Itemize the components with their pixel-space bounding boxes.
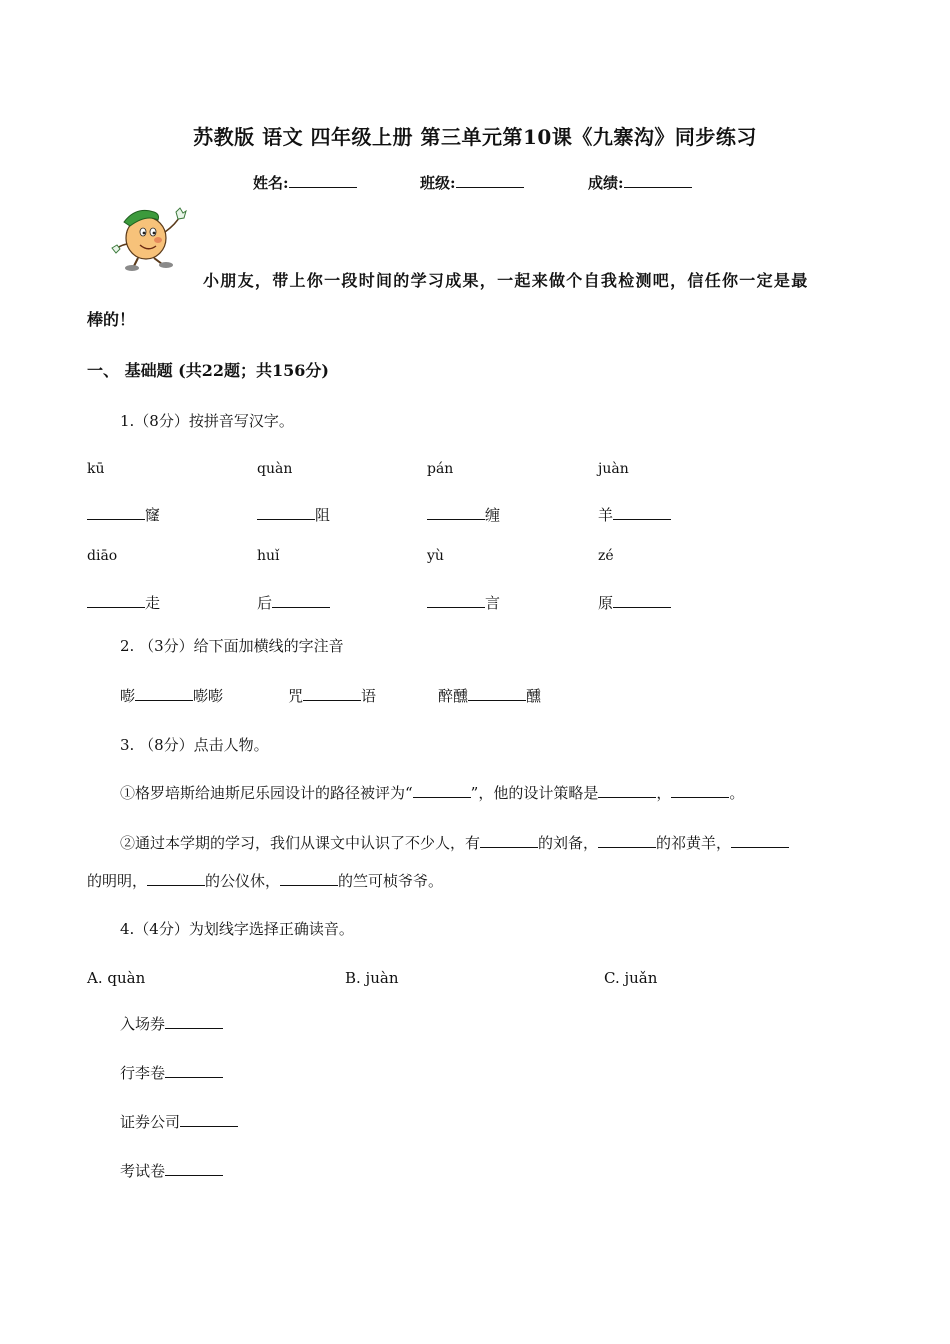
answer-blank[interactable]: [87, 505, 145, 520]
q4-stem: 4.（4分）为划线字选择正确读音。: [120, 920, 354, 938]
answer-blank[interactable]: [427, 593, 485, 608]
q1-word: 窿: [87, 504, 160, 525]
answer-blank[interactable]: [280, 871, 338, 886]
answer-blank[interactable]: [598, 833, 656, 848]
name-field: [253, 172, 357, 193]
section-heading: 一、 基础题 (共22题；共156分): [87, 361, 329, 380]
answer-blank[interactable]: [303, 686, 361, 701]
q1-pinyin: huǐ: [257, 548, 280, 564]
answer-blank[interactable]: [165, 1063, 223, 1078]
answer-blank[interactable]: [480, 833, 538, 848]
q1-pinyin: diāo: [87, 548, 118, 564]
answer-blank[interactable]: [165, 1014, 223, 1029]
score-blank[interactable]: [624, 173, 692, 188]
q4-item: 考试卷: [120, 1160, 223, 1181]
score-label: 成绩:: [588, 174, 624, 192]
q3-sentence-1: ①格罗培斯给迪斯尼乐园设计的路径被评为“ ”，他的设计策略是 ， 。: [120, 784, 745, 802]
q4-item: 证券公司: [120, 1111, 238, 1132]
class-field: [420, 172, 524, 193]
answer-blank[interactable]: [413, 783, 471, 798]
answer-blank[interactable]: [613, 593, 671, 608]
q3-stem: 3. （8分）点击人物。: [120, 736, 269, 754]
answer-blank[interactable]: [147, 871, 205, 886]
q1-pinyin: zé: [598, 548, 614, 564]
mascot-illustration: [110, 202, 190, 272]
q1-word: 缠: [427, 504, 500, 525]
q2-item: 咒 语: [288, 687, 377, 705]
q4-item: 行李卷: [120, 1062, 223, 1083]
page-title: 苏教版 语文 四年级上册 第三单元第10课《九寨沟》同步练习: [193, 125, 757, 149]
q1-pinyin: pán: [427, 461, 454, 477]
q3-sentence-2-line-1: ②通过本学期的学习，我们从课文中认识了不少人，有 的刘备， 的祁黄羊，: [120, 832, 789, 853]
class-label: 班级:: [420, 174, 456, 192]
intro-line-2: 棒的！: [87, 310, 136, 329]
answer-blank[interactable]: [671, 783, 729, 798]
q1-pinyin: kū: [87, 461, 105, 477]
answer-blank[interactable]: [165, 1161, 223, 1176]
q2-item: 嘭 嘭嘭: [120, 687, 224, 705]
answer-blank[interactable]: [427, 505, 485, 520]
q4-option-a[interactable]: A. quàn: [87, 969, 146, 987]
name-blank[interactable]: [289, 173, 357, 188]
answer-blank[interactable]: [598, 783, 656, 798]
answer-blank[interactable]: [272, 593, 330, 608]
q1-pinyin: juàn: [598, 461, 629, 477]
q1-pinyin: yù: [427, 548, 444, 564]
answer-blank[interactable]: [257, 505, 315, 520]
q1-word: 走: [87, 592, 160, 613]
q1-word: 后: [257, 592, 330, 613]
class-blank[interactable]: [456, 173, 524, 188]
name-label: 姓名:: [253, 174, 289, 192]
answer-blank[interactable]: [180, 1112, 238, 1127]
score-field: [588, 172, 692, 193]
answer-blank[interactable]: [135, 686, 193, 701]
q4-option-b[interactable]: B. juàn: [345, 969, 399, 987]
answer-blank[interactable]: [87, 593, 145, 608]
q4-item: 入场券: [120, 1013, 223, 1034]
q1-word: 言: [427, 592, 500, 613]
q1-word: 羊: [598, 504, 671, 525]
q1-stem: 1.（8分）按拼音写汉字。: [120, 412, 294, 430]
q1-pinyin: quàn: [257, 461, 293, 477]
answer-blank[interactable]: [468, 686, 526, 701]
answer-blank[interactable]: [731, 833, 789, 848]
q2-item: 醉醺 醺: [438, 687, 542, 705]
answer-blank[interactable]: [613, 505, 671, 520]
q3-sentence-2-line-2: 的明明， 的公仪休， 的竺可桢爷爷。: [87, 872, 444, 890]
q1-word: 原: [598, 592, 671, 613]
q4-option-c[interactable]: C. juǎn: [604, 969, 658, 987]
q2-stem: 2. （3分）给下面加横线的字注音: [120, 637, 344, 655]
q1-word: 阻: [257, 504, 330, 525]
intro-line-1: 小朋友，带上你一段时间的学习成果，一起来做个自我检测吧，信任你一定是最: [203, 271, 809, 290]
